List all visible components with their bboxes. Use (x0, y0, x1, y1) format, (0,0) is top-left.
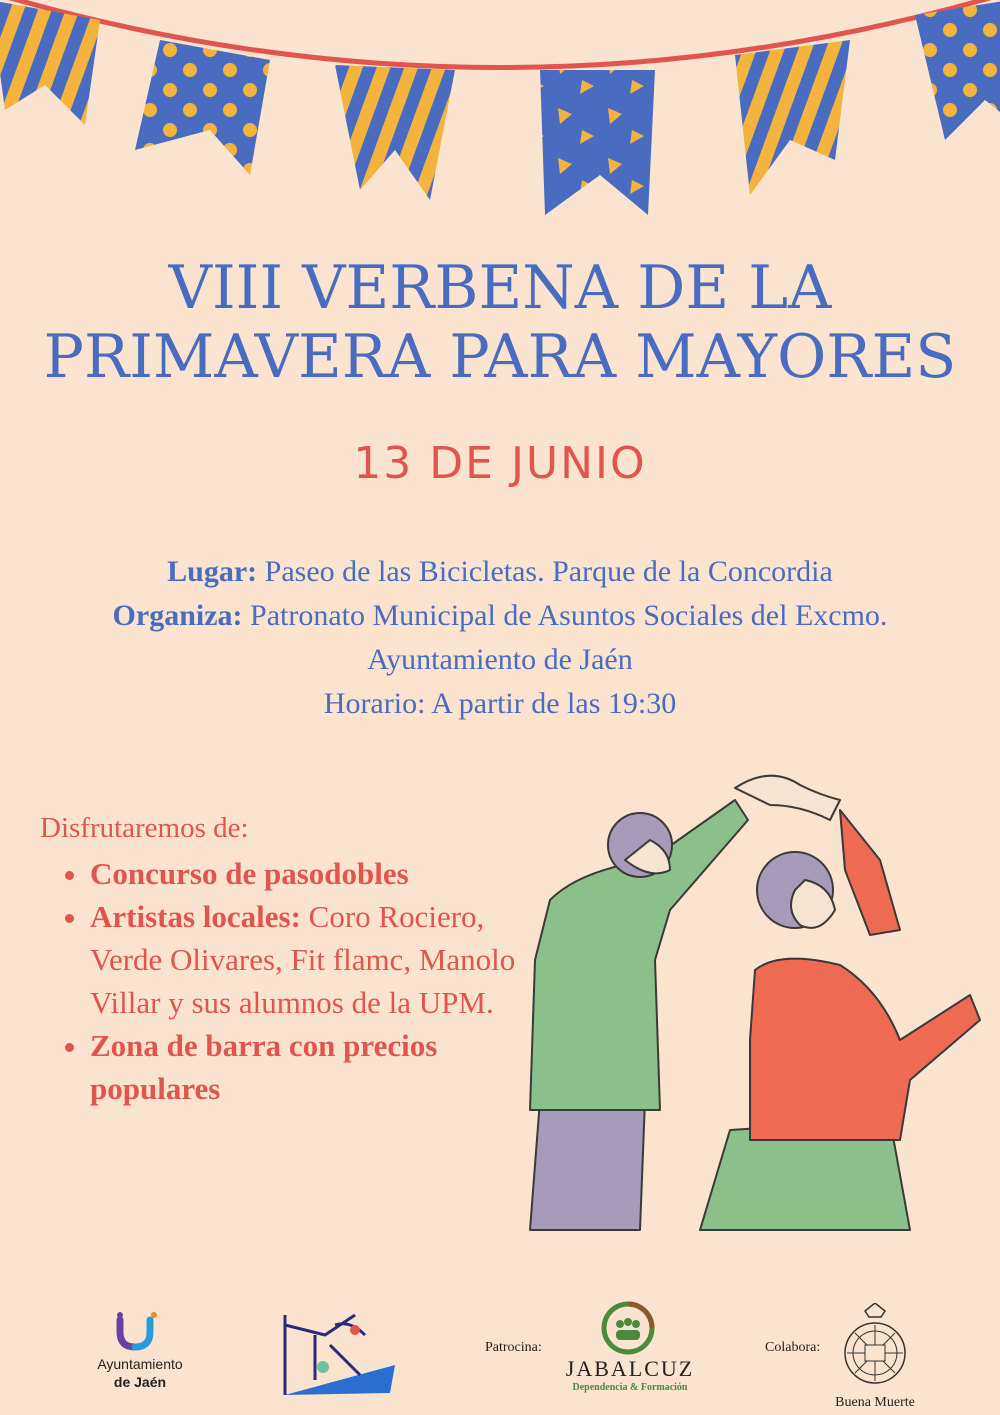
flag-6 (915, 0, 1000, 140)
organiza-label: Organiza: (112, 599, 243, 632)
upm-logo (275, 1305, 400, 1400)
flag-1 (0, 0, 100, 125)
list-item: • Concurso de pasodobles (90, 852, 520, 895)
jabalcuz-logo (560, 1300, 700, 1400)
ayuntamiento-line-2: de Jaén (113, 1374, 167, 1390)
organiza-line-2: Ayuntamiento de Jaén (367, 643, 633, 676)
ayuntamiento-logo (80, 1312, 200, 1392)
flag-5 (735, 40, 850, 195)
jabalcuz-subtitle: Dependencia & Formación (572, 1382, 688, 1393)
flag-3 (335, 65, 455, 200)
flag-2 (135, 40, 270, 175)
patrocina-label: Patrocina: (485, 1340, 542, 1355)
ayuntamiento-line-1: Ayuntamiento (97, 1356, 183, 1372)
lugar-value: Paseo de las Bicicletas. Parque de la Concordia (257, 555, 833, 588)
cofradia-emblem-icon (835, 1303, 915, 1393)
title-line-2: PRIMAVERA PARA MAYORES (43, 322, 957, 392)
lugar-label: Lugar: (167, 555, 258, 588)
jabalcuz-icon (598, 1300, 658, 1355)
lugar-line (0, 550, 1000, 594)
buena-muerte-logo (825, 1303, 925, 1413)
flag-4 (540, 70, 655, 215)
bunting-decoration (0, 0, 1000, 230)
jabalcuz-name: JABALCUZ (565, 1356, 695, 1381)
activities-list (64, 852, 520, 1110)
event-date: 13 DE JUNIO (353, 438, 647, 489)
buena-muerte-label: Buena Muerte (835, 1395, 915, 1410)
ayuntamiento-icon (110, 1312, 170, 1352)
colabora-label: Colabora: (765, 1340, 821, 1355)
list-item: • Artistas locales: Coro Rociero, Verde Olivares, Fit flamc, Manolo Villar y sus alumnos de la UPM. (90, 895, 520, 1024)
horario-line: Horario: A partir de las 19:30 (323, 687, 677, 720)
list-item: • Zona de barra con precios populares (90, 1024, 520, 1110)
title-line-1: VIII VERBENA DE LA (168, 253, 832, 323)
activities-heading: Disfrutaremos de: (40, 812, 249, 844)
dancing-couple-illustration (500, 760, 990, 1240)
organiza-line (0, 594, 1000, 638)
organiza-value: Patronato Municipal de Asuntos Sociales del Excmo. (242, 599, 888, 632)
